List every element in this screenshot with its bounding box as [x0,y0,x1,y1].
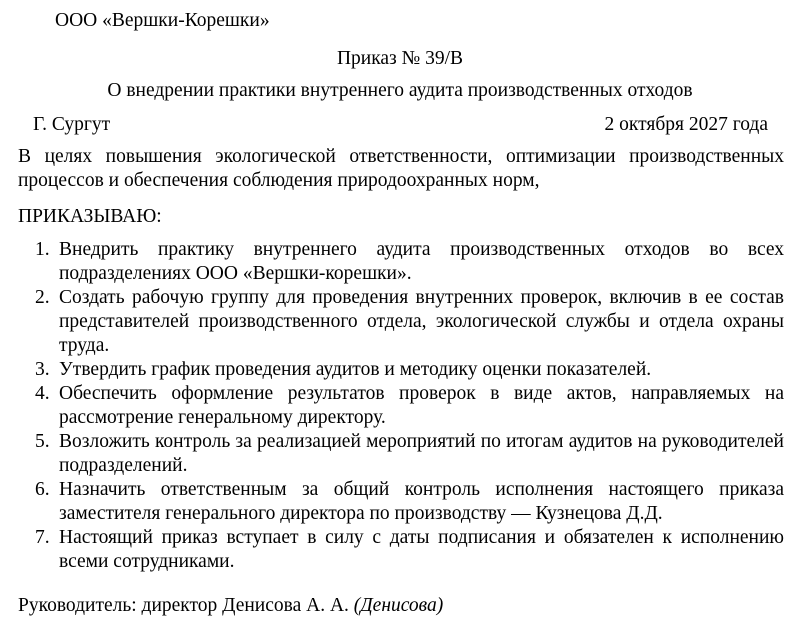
order-item-number: 3. [35,359,50,380]
order-date: 2 октября 2027 года [604,114,768,135]
order-city: Г. Сургут [33,114,111,135]
order-number: Приказ № 39/В [336,48,464,69]
order-subject: О внедрении практики внутреннего аудита производственных отходов [107,80,693,101]
order-item [18,430,784,478]
signature-label: Руководитель: директор Денисова А. А. [18,595,349,616]
order-item [18,526,784,574]
order-item-text: Внедрить практику внутреннего аудита производственных отходов во всех подразделениях ООО «Вершки-корешки». [59,239,784,284]
order-item-number: 2. [35,287,50,308]
order-item [18,478,784,526]
order-item-text: Создать рабочую группу для проведения внутренних проверок, включив в ее состав представителей производственного отдела, экологической службы и отдела охраны труда. [59,287,784,356]
order-item [18,286,784,358]
signature-line [18,593,443,619]
order-item-number: 4. [35,383,50,404]
organization-name: ООО «Вершки-Корешки» [55,10,270,31]
order-preamble: В целях повышения экологической ответственности, оптимизации производственных процессов и обеспечения соблюдения природоохранных норм, [18,146,784,191]
order-item-number: 1. [35,239,50,260]
order-directive-word: ПРИКАЗЫВАЮ: [18,206,162,227]
order-item-text: Настоящий приказ вступает в силу с даты подписания и обязателен к исполнению всеми сотрудниками. [59,527,784,572]
order-item-number: 5. [35,431,50,452]
order-item-number: 6. [35,479,50,500]
order-item-text: Возложить контроль за реализацией мероприятий по итогам аудитов на руководителей подразделений. [59,431,784,476]
order-items-list [18,238,784,574]
order-item-text: Назначить ответственным за общий контроль исполнения настоящего приказа заместителя генерального директора по производству — Кузнецова Д.Д. [59,479,784,524]
signature-name: (Денисова) [353,595,444,616]
order-item [18,358,784,382]
order-item-text: Утвердить график проведения аудитов и методику оценки показателей. [59,359,652,380]
order-item [18,238,784,286]
order-item [18,382,784,430]
order-item-text: Обеспечить оформление результатов проверок в виде актов, направляемых на рассмотрение генеральному директору. [59,383,784,428]
order-item-number: 7. [35,527,50,548]
